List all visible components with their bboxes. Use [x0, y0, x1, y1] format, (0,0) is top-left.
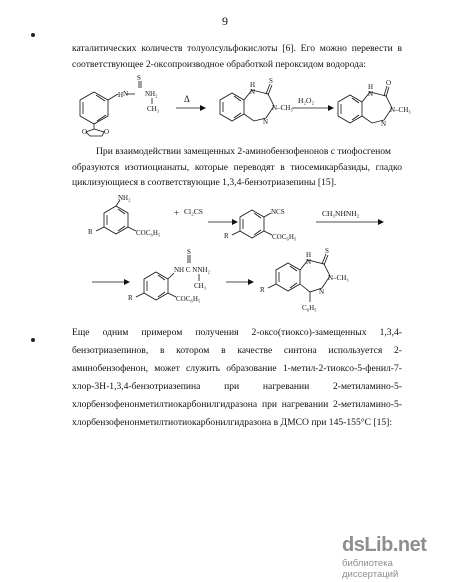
s2-coph-label: COC₆H₅ — [136, 229, 161, 237]
s3-chain-label: NH C NNH₂ — [174, 266, 210, 274]
s1-ch3-label: CH₃ — [147, 105, 160, 113]
s1-nch3-label: N–CH₃ — [272, 104, 293, 112]
s1-nch3b-label: N–CH₃ — [390, 106, 411, 114]
para2-line-2: образуются изотиоцианаты, которые переводят в тиосемикарбазиды, гладко — [72, 162, 402, 173]
scan-dot — [31, 33, 35, 37]
s3-n1-label: N — [306, 258, 312, 266]
s3-r2-label: R — [260, 286, 265, 294]
s3-s-label: S — [187, 248, 191, 256]
s3-h-label: H — [306, 251, 312, 259]
s1-n1b-label: N — [368, 90, 374, 98]
scan-dot — [31, 338, 35, 342]
para3-line-4: хлор-3Н-1,3,4-бензотриазепина при нагревании 2-метиламино-5- — [72, 381, 402, 392]
reaction-scheme-3 — [60, 248, 420, 320]
para3-line-5: хлорбензофенонметилтиокарбонилгидразона при нагревании 2-метиламино-5- — [72, 399, 402, 410]
watermark-caption: библиотека диссертаций — [342, 558, 399, 580]
s1-h-label: H — [250, 81, 256, 89]
s3-n4-label: N — [319, 288, 325, 296]
dslib-watermark — [342, 534, 446, 580]
s2-r2-label: R — [224, 232, 229, 240]
para3-line-6: хлорбензофенонметилтиотиокарбонилгидразона в ДМСО при 145-155°С [15]: — [72, 417, 393, 428]
s3-coph-label: COC₆H₅ — [176, 295, 201, 303]
s3-ch3-label: CH₃ — [194, 282, 207, 290]
s1-o1-label: O — [82, 128, 88, 136]
s3-s2-label: S — [325, 247, 329, 255]
s3-c6h5-label: C₆H₅ — [302, 304, 317, 312]
s1-nh2-label: NH₂ — [145, 90, 158, 98]
para3-line-1: Еще одним примером получения 2-оксо(тиоксо)-замещенных 1,3,4- — [72, 327, 402, 338]
s2-plus: + — [174, 208, 180, 218]
s3-nch3-label: N–CH₃ — [328, 274, 349, 282]
s2-coph2-label: COC₆H₅ — [272, 233, 297, 241]
s2-ncs-label: NCS — [271, 208, 285, 216]
s1-h2-label: H — [368, 83, 374, 91]
reaction-scheme-2 — [60, 192, 420, 246]
para1-line-2: соответствующее 2-оксопроизводное обработкой пероксидом водорода: — [72, 59, 366, 70]
s2-nh2-label: NH₂ — [118, 194, 131, 202]
para3-line-3: аминобензофенон, может служить образование 1-метил-2-тиоксо-5-фенил-7- — [72, 363, 402, 374]
s1-reagent-label: H₂O₂ — [298, 96, 315, 105]
s2-r-label: R — [88, 228, 93, 236]
s1-n4b-label: N — [381, 120, 387, 128]
para1-line-1: каталитических количеств толуолсульфокислоты [6]. Его можно перевести в — [72, 43, 402, 54]
s2-cl2cs-label: Cl₂CS — [184, 207, 203, 216]
watermark-logo: dsLib.net — [342, 534, 427, 556]
s1-nh-label: H — [118, 91, 124, 99]
para3-line-2: бензотриазепинов, в котором в качестве синтона используется 2- — [72, 345, 402, 356]
s1-o-label: O — [386, 79, 392, 87]
s1-n4-label: N — [263, 118, 269, 126]
reaction-scheme-1 — [60, 74, 410, 136]
s1-s-label: S — [137, 74, 141, 82]
s1-n-label: N — [123, 90, 129, 98]
page-number: 9 — [222, 14, 228, 28]
para2-line-3: циклизующиеся в соответствующие 1,3,4-бензотриазепины [15]. — [72, 177, 337, 188]
s1-o2-label: O — [104, 128, 110, 136]
s2-reagent-label: CH₃NHNH₂ — [322, 209, 360, 218]
para2-line-1: При взаимодействии замещенных 2-аминобензофенонов с тиофосгеном — [96, 146, 391, 157]
s1-heat-label: Δ — [184, 94, 190, 104]
s1-s2-label: S — [269, 77, 273, 85]
s1-n1-label: N — [250, 88, 256, 96]
s3-r-label: R — [128, 294, 133, 302]
